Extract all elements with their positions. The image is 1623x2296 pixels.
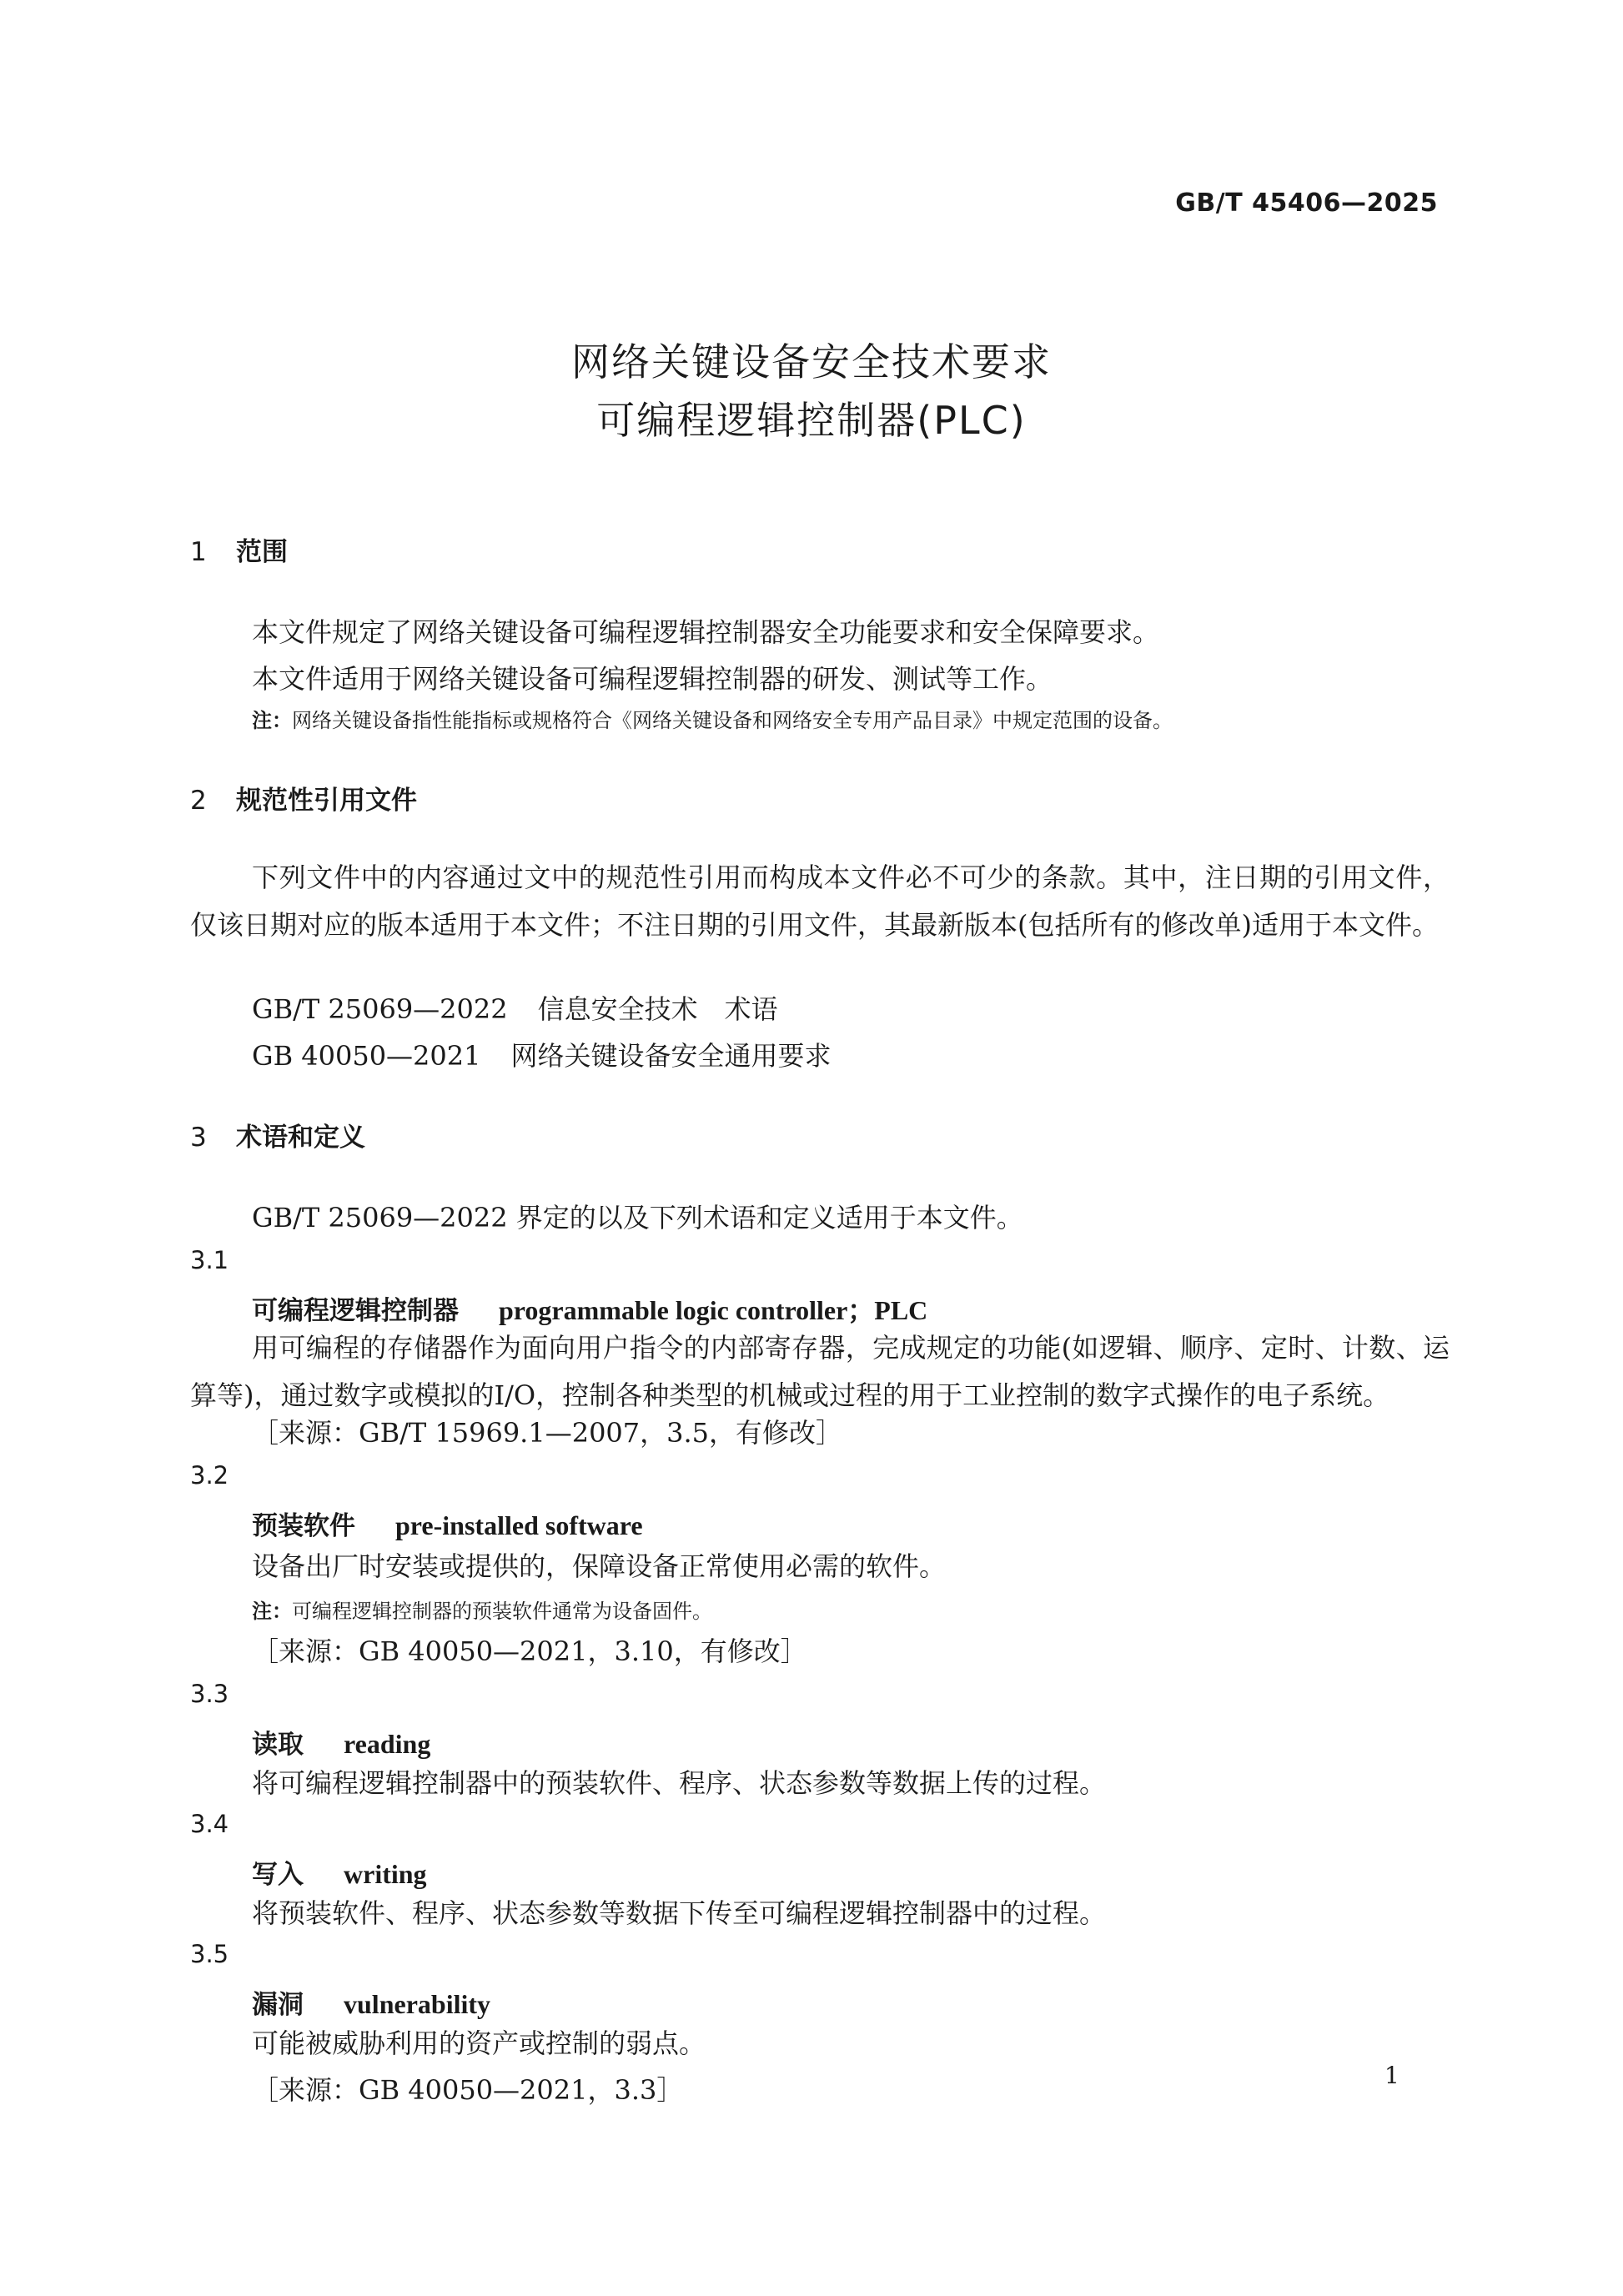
term-zh: 可编程逻辑控制器: [252, 1296, 459, 1326]
term-definition: 将预装软件、程序、状态参数等数据下传至可编程逻辑控制器中的过程。: [252, 1897, 1107, 1929]
section-title: 范围: [236, 537, 288, 567]
term-en: writing: [344, 1859, 427, 1889]
paragraph: 本文件适用于网络关键设备可编程逻辑控制器的研发、测试等工作。: [252, 663, 1053, 695]
paragraph: 本文件规定了网络关键设备可编程逻辑控制器安全功能要求和安全保障要求。: [252, 616, 1160, 648]
reference-code: GB 40050—2021: [252, 1040, 481, 1072]
clause-number: 3.3: [190, 1680, 229, 1708]
paragraph: 下列文件中的内容通过文中的规范性引用而构成本文件必不可少的条款。其中，注日期的引用文件，仅该日期对应的版本适用于本文件；不注日期的引用文件，其最新版本(包括所有的修改单)适用于本文件。: [190, 862, 1450, 941]
note-text: 可编程逻辑控制器的预装软件通常为设备固件。: [292, 1600, 712, 1623]
section-title: 术语和定义: [236, 1123, 365, 1153]
term-definition: 设备出厂时安装或提供的，保障设备正常使用必需的软件。: [252, 1550, 947, 1582]
document-title-line2: 可编程逻辑控制器(PLC): [596, 398, 1027, 443]
page-number: 1: [1384, 2062, 1399, 2089]
clause-number: 3.1: [190, 1246, 229, 1274]
term-heading: [252, 1723, 430, 1761]
paragraph: GB/T 25069—2022 界定的以及下列术语和定义适用于本文件。: [252, 1202, 1023, 1233]
term-source: ［来源：GB 40050—2021，3.3］: [252, 2074, 684, 2106]
term-heading: [252, 1983, 490, 2021]
term-definition: 用可编程的存储器作为面向用户指令的内部寄存器，完成规定的功能(如逻辑、顺序、定时、计数、运算等)，通过数字或模拟的I/O，控制各种类型的机械或过程的用于工业控制的数字式操作的电子系统。: [190, 1332, 1450, 1411]
term-zh: 写入: [252, 1860, 304, 1890]
term-zh: 漏洞: [252, 1990, 304, 2020]
section-number: 1: [190, 537, 207, 567]
term-en: vulnerability: [344, 1989, 491, 2019]
section-1-heading: [190, 530, 288, 568]
note-label: 注：: [252, 1600, 292, 1623]
document-title-line1: 网络关键设备安全技术要求: [571, 339, 1052, 384]
note-label: 注：: [252, 709, 292, 732]
standard-code: GB/T 45406—2025: [1175, 188, 1438, 218]
clause-number: 3.4: [190, 1810, 229, 1838]
note-text: 网络关键设备指性能指标或规格符合《网络关键设备和网络安全专用产品目录》中规定范围的设备。: [292, 709, 1173, 732]
clause-number: 3.5: [190, 1940, 229, 1968]
term-heading: [252, 1505, 643, 1542]
reference-item: [252, 986, 778, 1032]
reference-name: 网络关键设备安全通用要求: [510, 1040, 832, 1072]
term-source: ［来源：GB/T 15969.1—2007，3.5，有修改］: [252, 1417, 843, 1449]
section-3-heading: [190, 1116, 365, 1153]
reference-item: [252, 1032, 832, 1079]
term-en: pre-installed software: [395, 1510, 643, 1540]
term-en: programmable logic controller；PLC: [499, 1295, 928, 1325]
term-zh: 读取: [252, 1730, 304, 1760]
reference-code: GB/T 25069—2022: [252, 993, 508, 1025]
clause-number: 3.2: [190, 1461, 229, 1490]
term-source: ［来源：GB 40050—2021，3.10，有修改］: [252, 1635, 807, 1667]
term-zh: 预装软件: [252, 1511, 355, 1541]
term-heading: [252, 1289, 927, 1328]
section-2-heading: [190, 779, 417, 816]
section-number: 2: [190, 786, 207, 816]
note: [252, 704, 1173, 733]
reference-name: 信息安全技术 术语: [537, 993, 778, 1025]
term-definition: 可能被威胁利用的资产或控制的弱点。: [252, 2027, 706, 2059]
term-definition: 将可编程逻辑控制器中的预装软件、程序、状态参数等数据上传的过程。: [252, 1767, 1107, 1799]
section-number: 3: [190, 1123, 207, 1153]
section-title: 规范性引用文件: [236, 786, 417, 816]
note: [252, 1595, 712, 1624]
term-heading: [252, 1853, 427, 1891]
term-en: reading: [344, 1729, 431, 1759]
